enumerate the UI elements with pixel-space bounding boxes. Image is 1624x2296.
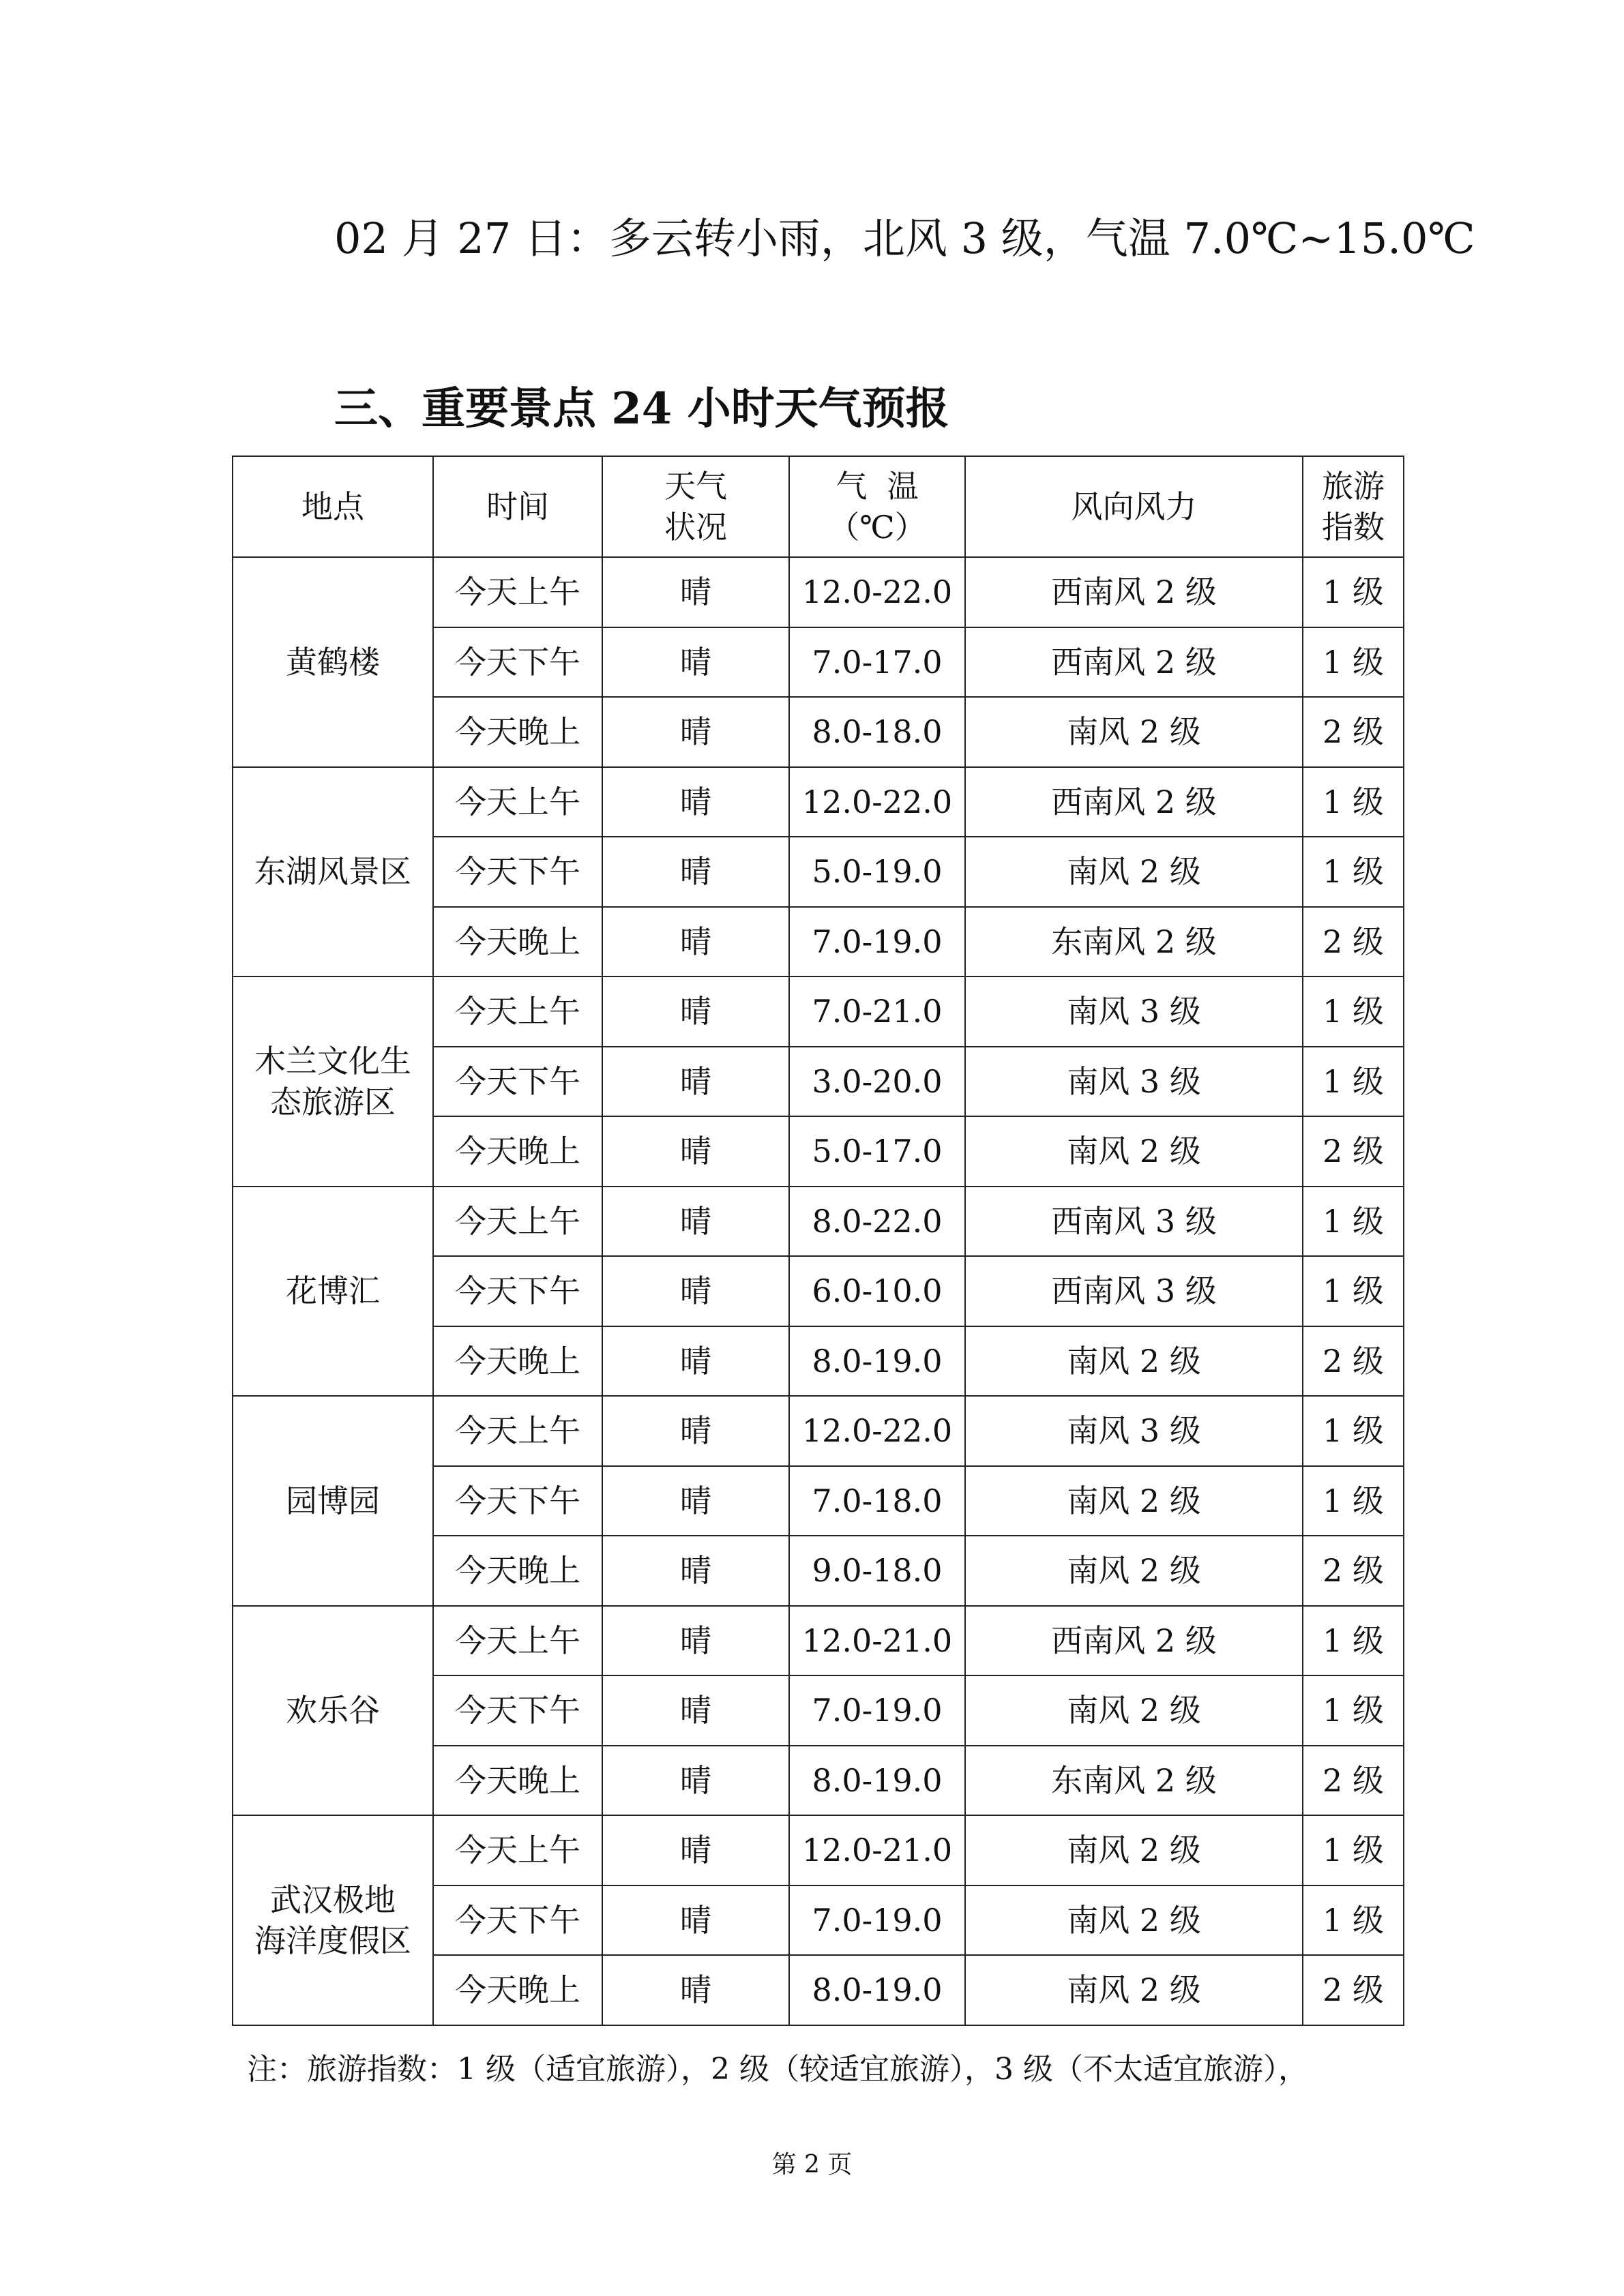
- tourism-index-cell: 2 级: [1303, 697, 1404, 767]
- time-cell: 今天上午: [433, 557, 602, 627]
- condition-cell: 晴: [602, 1396, 789, 1466]
- temperature-cell: 8.0-19.0: [789, 1326, 965, 1397]
- time-cell: 今天下午: [433, 1047, 602, 1117]
- tourism-index-cell: 2 级: [1303, 1116, 1404, 1187]
- condition-cell: 晴: [602, 1955, 789, 2025]
- header-condition-line1: 天气: [664, 468, 727, 505]
- time-cell: 今天晚上: [433, 907, 602, 977]
- tourism-index-cell: 1 级: [1303, 1466, 1404, 1536]
- time-cell: 今天上午: [433, 767, 602, 837]
- time-cell: 今天晚上: [433, 1746, 602, 1816]
- table-row: [233, 976, 1404, 1047]
- condition-cell: 晴: [602, 837, 789, 907]
- temperature-cell: 8.0-19.0: [789, 1746, 965, 1816]
- location-name-line: 木兰文化生: [254, 1042, 411, 1079]
- forecast-line: 02 月 27 日：多云转小雨，北风 3 级，气温 7.0℃~15.0℃: [334, 213, 1475, 263]
- temperature-cell: 7.0-19.0: [789, 907, 965, 977]
- header-wind: 风向风力: [965, 456, 1303, 557]
- wind-cell: 南风 2 级: [965, 697, 1303, 767]
- temperature-cell: 8.0-19.0: [789, 1955, 965, 2025]
- header-location: 地点: [233, 456, 433, 557]
- header-time: 时间: [433, 456, 602, 557]
- condition-cell: 晴: [602, 1606, 789, 1676]
- wind-cell: 南风 2 级: [965, 1326, 1303, 1397]
- condition-cell: 晴: [602, 1466, 789, 1536]
- wind-cell: 西南风 2 级: [965, 557, 1303, 627]
- tourism-index-cell: 2 级: [1303, 1536, 1404, 1606]
- location-name-line: 欢乐谷: [286, 1692, 380, 1729]
- condition-cell: 晴: [602, 1536, 789, 1606]
- temperature-cell: 12.0-22.0: [789, 767, 965, 837]
- wind-cell: 西南风 3 级: [965, 1187, 1303, 1257]
- tourism-index-cell: 1 级: [1303, 1256, 1404, 1326]
- wind-cell: 西南风 2 级: [965, 767, 1303, 837]
- location-name-line: 黄鹤楼: [286, 643, 380, 681]
- temperature-cell: 7.0-21.0: [789, 976, 965, 1047]
- temperature-cell: 12.0-22.0: [789, 557, 965, 627]
- tourism-index-cell: 1 级: [1303, 837, 1404, 907]
- temperature-cell: 8.0-18.0: [789, 697, 965, 767]
- wind-cell: 南风 2 级: [965, 1885, 1303, 1956]
- header-temperature: [789, 456, 965, 557]
- tourism-index-cell: 2 级: [1303, 1326, 1404, 1397]
- footnote: 注：旅游指数：1 级（适宜旅游），2 级（较适宜旅游），3 级（不太适宜旅游），: [247, 2052, 1308, 2087]
- wind-cell: 南风 3 级: [965, 976, 1303, 1047]
- wind-cell: 西南风 2 级: [965, 1606, 1303, 1676]
- location-cell: [233, 1606, 433, 1816]
- temperature-cell: 6.0-10.0: [789, 1256, 965, 1326]
- location-name-line: 东湖风景区: [254, 853, 411, 891]
- tourism-index-cell: 1 级: [1303, 1396, 1404, 1466]
- location-name-line: 武汉极地: [270, 1881, 396, 1918]
- location-name-line: 态旅游区: [270, 1083, 396, 1120]
- time-cell: 今天晚上: [433, 1326, 602, 1397]
- tourism-index-cell: 1 级: [1303, 1815, 1404, 1885]
- tourism-index-cell: 1 级: [1303, 1885, 1404, 1956]
- tourism-index-cell: 2 级: [1303, 1955, 1404, 2025]
- temperature-cell: 8.0-22.0: [789, 1187, 965, 1257]
- table-row: [233, 1396, 1404, 1466]
- scenic-weather-table: [232, 456, 1404, 2026]
- temperature-cell: 3.0-20.0: [789, 1047, 965, 1117]
- table-row: [233, 1606, 1404, 1676]
- temperature-cell: 7.0-19.0: [789, 1675, 965, 1746]
- time-cell: 今天下午: [433, 1885, 602, 1956]
- temperature-cell: 5.0-19.0: [789, 837, 965, 907]
- time-cell: 今天下午: [433, 1675, 602, 1746]
- wind-cell: 南风 2 级: [965, 1815, 1303, 1885]
- wind-cell: 东南风 2 级: [965, 1746, 1303, 1816]
- tourism-index-cell: 1 级: [1303, 557, 1404, 627]
- wind-cell: 南风 2 级: [965, 1675, 1303, 1746]
- tourism-index-cell: 1 级: [1303, 627, 1404, 698]
- location-name-line: 园博园: [286, 1482, 380, 1519]
- wind-cell: 南风 3 级: [965, 1396, 1303, 1466]
- condition-cell: 晴: [602, 1187, 789, 1257]
- header-condition: [602, 456, 789, 557]
- location-name-line: 花博汇: [286, 1272, 380, 1310]
- temperature-cell: 7.0-17.0: [789, 627, 965, 698]
- time-cell: 今天上午: [433, 1606, 602, 1676]
- wind-cell: 西南风 2 级: [965, 627, 1303, 698]
- condition-cell: 晴: [602, 907, 789, 977]
- time-cell: 今天上午: [433, 1187, 602, 1257]
- location-name-line: 海洋度假区: [254, 1922, 411, 1959]
- tourism-index-cell: 2 级: [1303, 1746, 1404, 1816]
- wind-cell: 南风 2 级: [965, 1536, 1303, 1606]
- location-cell: [233, 1396, 433, 1606]
- temperature-cell: 5.0-17.0: [789, 1116, 965, 1187]
- wind-cell: 南风 2 级: [965, 1466, 1303, 1536]
- header-condition-line2: 状况: [664, 509, 727, 546]
- condition-cell: 晴: [602, 1116, 789, 1187]
- tourism-index-cell: 1 级: [1303, 1047, 1404, 1117]
- tourism-index-cell: 1 级: [1303, 767, 1404, 837]
- tourism-index-cell: 1 级: [1303, 1606, 1404, 1676]
- wind-cell: 南风 3 级: [965, 1047, 1303, 1117]
- condition-cell: 晴: [602, 1885, 789, 1956]
- condition-cell: 晴: [602, 697, 789, 767]
- time-cell: 今天上午: [433, 976, 602, 1047]
- condition-cell: 晴: [602, 767, 789, 837]
- table-row: [233, 557, 1404, 627]
- time-cell: 今天下午: [433, 627, 602, 698]
- location-cell: [233, 1815, 433, 2025]
- time-cell: 今天下午: [433, 837, 602, 907]
- wind-cell: 南风 2 级: [965, 1955, 1303, 2025]
- time-cell: 今天晚上: [433, 1116, 602, 1187]
- time-cell: 今天晚上: [433, 1536, 602, 1606]
- wind-cell: 西南风 3 级: [965, 1256, 1303, 1326]
- temperature-cell: 7.0-18.0: [789, 1466, 965, 1536]
- wind-cell: 南风 2 级: [965, 837, 1303, 907]
- header-temperature-line1: 气 温: [836, 468, 919, 505]
- header-index-line2: 指数: [1322, 509, 1385, 546]
- condition-cell: 晴: [602, 1047, 789, 1117]
- table-row: [233, 1815, 1404, 1885]
- condition-cell: 晴: [602, 976, 789, 1047]
- table-body: [233, 557, 1404, 2025]
- temperature-cell: 9.0-18.0: [789, 1536, 965, 1606]
- table-row: [233, 767, 1404, 837]
- table-row: [233, 1187, 1404, 1257]
- time-cell: 今天晚上: [433, 1955, 602, 2025]
- temperature-cell: 7.0-19.0: [789, 1885, 965, 1956]
- location-cell: [233, 976, 433, 1187]
- location-cell: [233, 1187, 433, 1397]
- location-cell: [233, 767, 433, 977]
- location-cell: [233, 557, 433, 767]
- wind-cell: 南风 2 级: [965, 1116, 1303, 1187]
- condition-cell: 晴: [602, 1326, 789, 1397]
- condition-cell: 晴: [602, 627, 789, 698]
- tourism-index-cell: 2 级: [1303, 907, 1404, 977]
- condition-cell: 晴: [602, 1256, 789, 1326]
- wind-cell: 东南风 2 级: [965, 907, 1303, 977]
- time-cell: 今天上午: [433, 1396, 602, 1466]
- condition-cell: 晴: [602, 1815, 789, 1885]
- table-header-row: [233, 456, 1404, 557]
- condition-cell: 晴: [602, 1746, 789, 1816]
- header-temperature-line2: （℃）: [828, 509, 926, 546]
- time-cell: 今天下午: [433, 1256, 602, 1326]
- temperature-cell: 12.0-21.0: [789, 1815, 965, 1885]
- condition-cell: 晴: [602, 557, 789, 627]
- condition-cell: 晴: [602, 1675, 789, 1746]
- header-index-line1: 旅游: [1322, 468, 1385, 505]
- page-number: 第 2 页: [771, 2151, 853, 2179]
- tourism-index-cell: 1 级: [1303, 976, 1404, 1047]
- time-cell: 今天上午: [433, 1815, 602, 1885]
- temperature-cell: 12.0-21.0: [789, 1606, 965, 1676]
- section-heading: 三、重要景点 24 小时天气预报: [334, 383, 949, 434]
- tourism-index-cell: 1 级: [1303, 1187, 1404, 1257]
- time-cell: 今天下午: [433, 1466, 602, 1536]
- tourism-index-cell: 1 级: [1303, 1675, 1404, 1746]
- time-cell: 今天晚上: [433, 697, 602, 767]
- temperature-cell: 12.0-22.0: [789, 1396, 965, 1466]
- header-index: [1303, 456, 1404, 557]
